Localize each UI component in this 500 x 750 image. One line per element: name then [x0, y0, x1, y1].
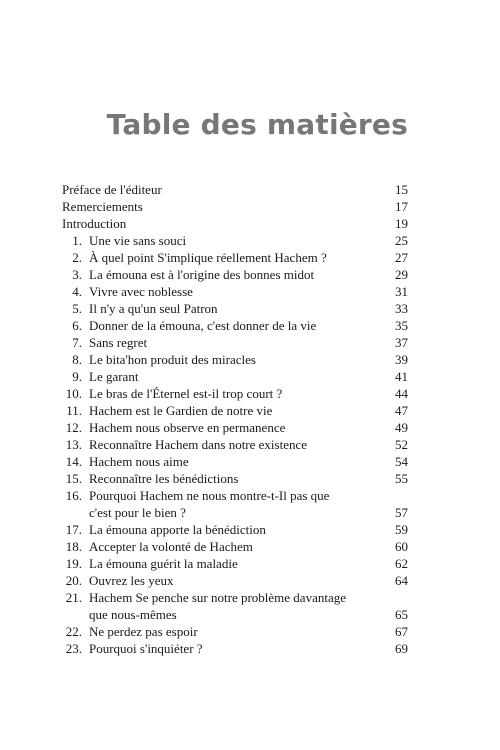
- toc-entry-page: 47: [395, 403, 408, 418]
- toc-entry-page: 69: [395, 641, 408, 656]
- toc-entry-chapter-2[interactable]: [62, 249, 408, 266]
- toc-entry-title: Pourquoi Hachem ne nous montre-t-Il pas que: [89, 488, 330, 503]
- toc-entry-number: 11.: [66, 403, 82, 418]
- toc-entry-title: Ouvrez les yeux: [89, 573, 174, 588]
- toc-entry-chapter-19[interactable]: [62, 555, 408, 572]
- toc-entry-chapter-21-continued[interactable]: [62, 606, 408, 623]
- toc-entry-page: 67: [395, 624, 408, 639]
- toc-entry-chapter-3[interactable]: [62, 266, 408, 283]
- toc-entry-number: 14.: [65, 454, 82, 469]
- toc-entry-chapter-13[interactable]: [62, 436, 408, 453]
- toc-entry-number: 15.: [65, 471, 82, 486]
- toc-entry-title: Hachem Se penche sur notre problème davantage: [89, 590, 347, 605]
- toc-entry-title: La émouna apporte la bénédiction: [89, 522, 266, 537]
- toc-entry-page: 19: [395, 216, 408, 231]
- toc-entry-chapter-5[interactable]: [62, 300, 408, 317]
- toc-entry-chapter-18[interactable]: [62, 538, 408, 555]
- toc-entry-number: 8.: [72, 352, 82, 367]
- toc-entry-chapter-14[interactable]: [62, 453, 408, 470]
- toc-entry-page: 59: [395, 522, 408, 537]
- toc-entry-page: 15: [395, 182, 408, 197]
- toc-entry-chapter-21[interactable]: [62, 589, 408, 606]
- page-title: Table des matières: [106, 108, 408, 141]
- toc-entry-chapter-23[interactable]: [62, 640, 408, 657]
- toc-entry-number: 13.: [65, 437, 82, 452]
- toc-entry-title-continued: que nous-mêmes: [89, 607, 177, 622]
- toc-entry-title: Donner de la émouna, c'est donner de la vie: [89, 318, 317, 333]
- toc-entry-page: 27: [395, 250, 408, 265]
- toc-entry-number: 22.: [65, 624, 82, 639]
- toc-entry-chapter-12[interactable]: [62, 419, 408, 436]
- toc-entry-chapter-10[interactable]: [62, 385, 408, 402]
- toc-entry-chapter-7[interactable]: [62, 334, 408, 351]
- toc-entry-number: 21.: [65, 590, 82, 605]
- toc-entry-page: 54: [395, 454, 408, 469]
- toc-entry-number: 10.: [65, 386, 82, 401]
- toc-entry-title: Reconnaître Hachem dans notre existence: [89, 437, 308, 452]
- toc-entry-chapter-8[interactable]: [62, 351, 408, 368]
- toc-entry-title: À quel point S'implique réellement Hachem ?: [89, 250, 327, 265]
- toc-entry-chapter-20[interactable]: [62, 572, 408, 589]
- toc-entry-page: 57: [395, 505, 408, 520]
- toc-entry-number: 3.: [72, 267, 82, 282]
- toc-entry-page: 17: [395, 199, 408, 214]
- toc-entry-page: 62: [395, 556, 408, 571]
- toc-entry-introduction[interactable]: [62, 215, 408, 232]
- toc-entry-number: 1.: [72, 233, 82, 248]
- toc-entry-title: Reconnaître les bénédictions: [89, 471, 239, 486]
- toc-entry-number: 5.: [72, 301, 82, 316]
- toc-entry-chapter-16[interactable]: [62, 487, 408, 504]
- toc-entry-page: 49: [395, 420, 408, 435]
- toc-entry-chapter-6[interactable]: [62, 317, 408, 334]
- toc-entry-number: 17.: [65, 522, 82, 537]
- toc-entry-number: 6.: [72, 318, 82, 333]
- toc-entry-number: 23.: [65, 641, 82, 656]
- toc-entry-number: 2.: [72, 250, 82, 265]
- toc-entry-title: La émouna guérit la maladie: [89, 556, 238, 571]
- toc-entry-title: Hachem nous observe en permanence: [89, 420, 286, 435]
- toc-entry-chapter-4[interactable]: [62, 283, 408, 300]
- toc-entry-page: 44: [395, 386, 408, 401]
- toc-entry-title: Il n'y a qu'un seul Patron: [89, 301, 218, 316]
- toc-entry-preface[interactable]: [62, 181, 408, 198]
- toc-entry-title: Accepter la volonté de Hachem: [89, 539, 253, 554]
- toc-entry-number: 18.: [65, 539, 82, 554]
- toc-entry-chapter-11[interactable]: [62, 402, 408, 419]
- toc-entry-chapter-16-continued[interactable]: [62, 504, 408, 521]
- toc-entry-page: 60: [395, 539, 408, 554]
- toc-entry-chapter-1[interactable]: [62, 232, 408, 249]
- toc-entry-title: Le garant: [89, 369, 139, 384]
- toc-entry-number: 4.: [72, 284, 82, 299]
- toc-entry-number: 9.: [72, 369, 82, 384]
- toc-entry-title: Le bita'hon produit des miracles: [89, 352, 256, 367]
- toc-entry-page: 52: [395, 437, 408, 452]
- toc-entry-chapter-9[interactable]: [62, 368, 408, 385]
- toc-entry-page: 55: [395, 471, 408, 486]
- table-of-contents: [62, 181, 408, 657]
- toc-entry-number: 19.: [65, 556, 82, 571]
- toc-entry-page: 33: [395, 301, 408, 316]
- toc-entry-title: Préface de l'éditeur: [62, 182, 162, 197]
- toc-entry-title: Introduction: [62, 216, 127, 231]
- toc-entry-number: 12.: [65, 420, 82, 435]
- toc-entry-remerciements[interactable]: [62, 198, 408, 215]
- toc-entry-title: Pourquoi s'inquiéter ?: [89, 641, 203, 656]
- toc-entry-chapter-22[interactable]: [62, 623, 408, 640]
- toc-entry-title: Vivre avec noblesse: [89, 284, 193, 299]
- toc-entry-page: 64: [395, 573, 408, 588]
- toc-entry-number: 20.: [65, 573, 82, 588]
- toc-entry-page: 35: [395, 318, 408, 333]
- toc-entry-page: 65: [395, 607, 408, 622]
- toc-entry-title-continued: c'est pour le bien ?: [89, 505, 186, 520]
- toc-entry-page: 25: [395, 233, 408, 248]
- toc-entry-page: 31: [395, 284, 408, 299]
- toc-entry-chapter-17[interactable]: [62, 521, 408, 538]
- toc-entry-title: Le bras de l'Éternel est-il trop court ?: [89, 386, 283, 401]
- toc-entry-title: Hachem nous aime: [89, 454, 189, 469]
- toc-entry-title: Une vie sans souci: [89, 233, 187, 248]
- toc-entry-title: Hachem est le Gardien de notre vie: [89, 403, 273, 418]
- toc-entry-title: Ne perdez pas espoir: [89, 624, 198, 639]
- toc-entry-title: La émouna est à l'origine des bonnes midot: [89, 267, 315, 282]
- toc-entry-page: 37: [395, 335, 408, 350]
- toc-entry-number: 16.: [65, 488, 82, 503]
- toc-entry-title: Sans regret: [89, 335, 148, 350]
- toc-entry-chapter-15[interactable]: [62, 470, 408, 487]
- toc-entry-page: 41: [395, 369, 408, 384]
- toc-entry-page: 39: [395, 352, 408, 367]
- toc-entry-page: 29: [395, 267, 408, 282]
- toc-entry-title: Remerciements: [62, 199, 143, 214]
- toc-entry-number: 7.: [72, 335, 82, 350]
